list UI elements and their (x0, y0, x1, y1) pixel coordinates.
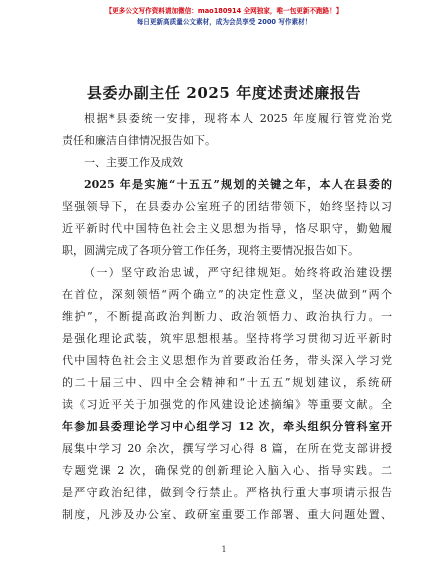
paragraph-line: 2025 年是实施“十五五”规划的关键之年，本人在县委的 (84, 178, 392, 191)
promo-banner (0, 6, 448, 28)
paragraph-line: 的二十届三中、四中全会精神和“十五五”规划建议，系统研 (62, 376, 392, 389)
paragraph-line: 读《习近平关于加强党的作风建设论述摘编》等重要文献。全 (62, 398, 392, 411)
document-body (62, 108, 392, 526)
paragraph-line: 职，圆满完成了各项分管工作任务，现将主要情况报告如下。 (62, 244, 359, 257)
paragraph-line: 是强化理论武装，筑牢思想根基。坚持将学习贯彻习近平新时 (62, 332, 392, 345)
paragraph-line: 制度，凡涉及办公室、政研室重要工作部署、重大问题处置、 (62, 508, 392, 521)
paragraph-line: 近平新时代中国特色社会主义思想为指导，恪尽职守，勤勉履 (62, 222, 392, 235)
section-heading: 一、主要工作及成效 (84, 156, 183, 169)
paragraph-line: 展集中学习 20 余次，撰写学习心得 8 篇，在所在党支部讲授 (62, 442, 392, 455)
paragraph-line: 维护”，不断提高政治判断力、政治领悟力、政治执行力。一 (62, 310, 392, 323)
paragraph-line: 在首位，深刻领悟“两个确立”的决定性意义，坚决做到“两个 (62, 288, 392, 301)
paragraph-line: 专题党课 2 次，确保党的创新理论入脑入心、指导实践。二 (62, 464, 392, 477)
paragraph-line: 根据*县委统一安排，现将本人 2025 年度履行管党治党 (84, 112, 392, 125)
paragraph-line: 是严守政治纪律，做到令行禁止。严格执行重大事项请示报告 (62, 486, 392, 499)
paragraph-line: 年参加县委理论学习中心组学习 12 次，牵头组织分管科室开 (62, 420, 392, 433)
page-number: 1 (221, 545, 227, 554)
document-title: 县委办副主任 2025 年度述责述廉报告 (86, 84, 362, 102)
paragraph-line: 坚强领导下，在县委办公室班子的团结带领下，始终坚持以习 (62, 200, 392, 213)
subsection-heading: （一）坚守政治忠诚，严守纪律规矩。始终将政治建设摆 (84, 266, 392, 279)
paragraph-line: 代中国特色社会主义思想作为首要政治任务，带头深入学习党 (62, 354, 392, 367)
paragraph-line: 责任和廉洁自律情况报告如下。 (62, 134, 216, 147)
promo-banner-line-1: 【更多公文写作资料请加微信：mao180914 全网独家，唯一包更新不跑路！】 (105, 7, 343, 15)
promo-banner-line-2: 每日更新高质量公文素材，成为会员享受 2000 写作素材！ (136, 18, 312, 26)
